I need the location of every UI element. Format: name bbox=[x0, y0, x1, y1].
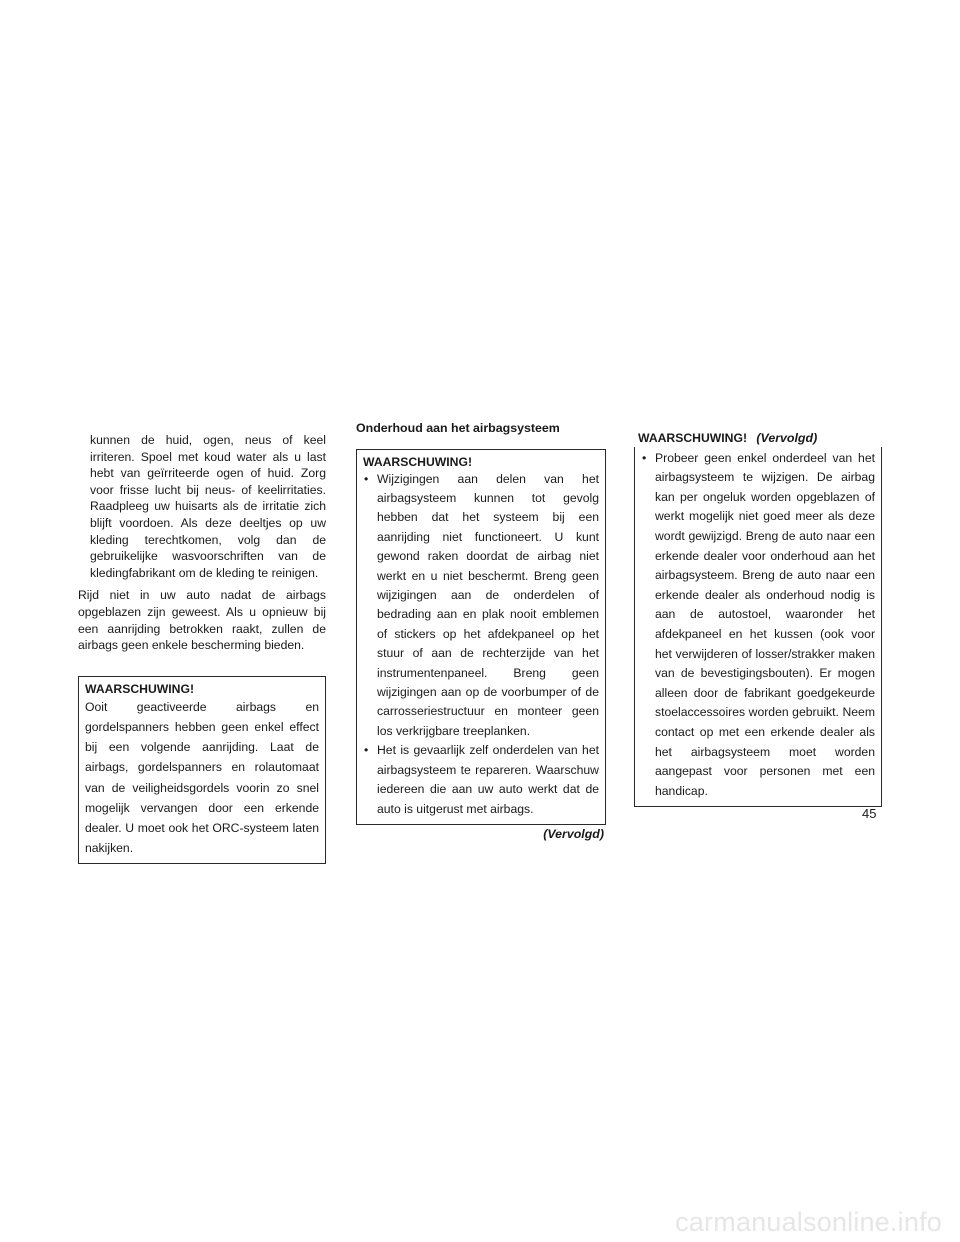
column-left bbox=[78, 432, 326, 864]
continued-paragraph: kunnen de huid, ogen, neus of keel irriteren. Spoel met koud water als u last hebt van geïrriteerde ogen of huid. Zorg voor frisse lucht bij neus- of keelirritaties. Raadpleeg uw huisarts als de irritatie zich blijft voordoen. Als deze deeltjes op uw kleding terechtkomen, volg dan de gebruikelijke wasvoorschriften van de kledingfabrikant om de kleding te reinigen. bbox=[90, 433, 326, 580]
warning-title: WAARSCHUWING! bbox=[363, 454, 472, 469]
warning-bullet-text: Probeer geen enkel onderdeel van het airbagsysteem te wijzigen. De airbag kan per ongeluk worden opgeblazen of werkt mogelijk niet goed meer als deze wordt gewijzigd. Breng de auto naar een erkende dealer voor onderhoud aan het airbagsysteem. Breng de auto naar een erkende dealer als onderhoud nodig is aan de autostoel, waaronder het afdekpaneel en het kussen (ook voor het verwijderen of losser/strakker maken van de bevestigingsbouten). Er mogen alleen door de fabrikant goedgekeurde stoelaccessoires worden gebruikt. Neem contact op met een erkende dealer als het airbagsysteem moet worden aangepast voor personen met een handicap. bbox=[655, 450, 875, 798]
page-number: 45 bbox=[862, 806, 877, 821]
warning-box-maintenance bbox=[356, 449, 606, 825]
section-heading: Onderhoud aan het airbagsysteem bbox=[356, 421, 560, 435]
warning-box-continued bbox=[634, 447, 882, 808]
warning-title: WAARSCHUWING! bbox=[638, 431, 747, 445]
airbag-reuse-paragraph: Rijd niet in uw auto nadat de airbags opgeblazen zijn geweest. Als u opnieuw bij een aanrijding betrokken raakt, zullen de airbags geen enkele bescherming bieden. bbox=[78, 588, 326, 653]
bullet-icon: • bbox=[364, 743, 369, 758]
warning-bullet-text: Wijzigingen aan delen van het airbagsysteem kunnen tot gevolg hebben dat het systeem bij een aanrijding niet functioneert. U kunt gewond raken doordat de airbag niet werkt en u niet beschermt. Breng geen wijzigingen aan de onderdelen of bedrading aan en plak nooit emblemen of stickers op het afdekpaneel op het stuur of aan de rechterzijde van het instrumentenpaneel. Breng geen wijzigingen aan op de voorbumper of de carrosseriestructuur en monteer geen los verkrijgbare treeplanken. bbox=[377, 471, 599, 738]
column-right bbox=[634, 430, 882, 807]
bullet-icon: • bbox=[364, 471, 369, 486]
watermark: carmanualsonline.info bbox=[675, 1207, 942, 1237]
warning-bullet-text: Het is gevaarlijk zelf onderdelen van het airbagsysteem te repareren. Waarschuw iedereen die aan uw auto werkt dat de auto is uitgerust met airbags. bbox=[377, 743, 599, 816]
warning-title: WAARSCHUWING! bbox=[85, 681, 194, 696]
continued-label: (Vervolgd) bbox=[756, 431, 818, 445]
continued-label: (Vervolgd) bbox=[543, 826, 604, 841]
warning-bullet bbox=[363, 741, 599, 819]
column-middle bbox=[356, 420, 606, 843]
warning-text: Ooit geactiveerde airbags en gordelspanners hebben geen enkel effect bij een volgende aanrijding. Laat de airbags, gordelspanners en rolautomaat van de veiligheidsgordels voorin zo snel mogelijk vervangen door een erkende dealer. U moet ook het ORC-systeem laten nakijken. bbox=[85, 699, 319, 856]
warning-bullet bbox=[363, 470, 599, 742]
bullet-icon: • bbox=[642, 450, 647, 465]
warning-box-reactivation bbox=[78, 676, 326, 865]
warning-bullet bbox=[641, 449, 875, 802]
warning-continued-header bbox=[634, 430, 882, 447]
